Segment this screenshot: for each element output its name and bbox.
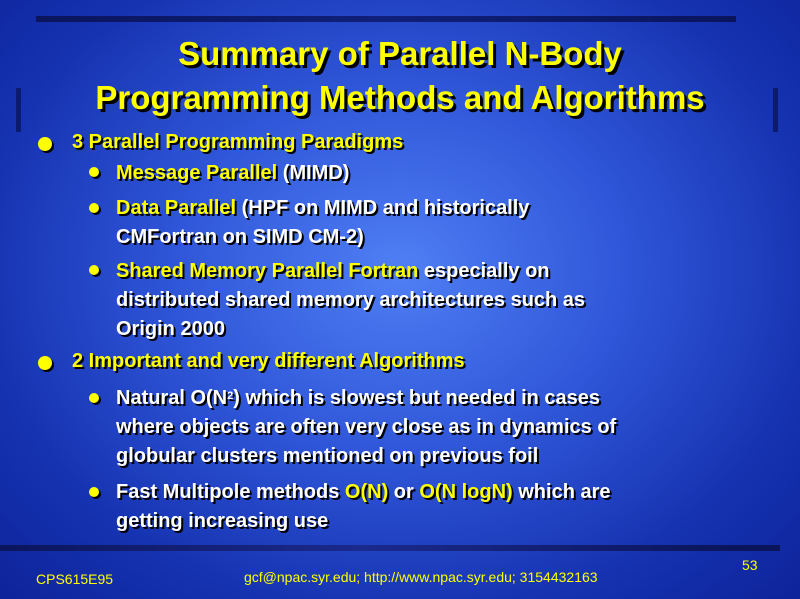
top-rule xyxy=(36,16,736,22)
item-highlight: Shared Memory Parallel Fortran xyxy=(116,260,419,282)
item-text: which are xyxy=(518,481,611,503)
sub-bullet-dot-icon xyxy=(89,167,99,177)
item-highlight: O(N logN) xyxy=(419,481,513,503)
section1-heading: 3 Parallel Programming Paradigms xyxy=(72,131,404,153)
sub-bullet-dot-icon xyxy=(89,203,99,213)
page-number: 53 xyxy=(742,557,758,573)
title-line-1: Summary of Parallel N-Body xyxy=(178,35,622,72)
bullet-dot-icon xyxy=(38,137,52,151)
slide-title xyxy=(0,32,800,120)
bottom-rule-end xyxy=(728,545,780,551)
item-text: (MIMD) xyxy=(282,162,350,184)
item-highlight: O(N) xyxy=(344,481,389,503)
section1-item-1 xyxy=(116,161,349,185)
section1-item-2 xyxy=(116,196,529,220)
item-text: Natural O(N xyxy=(116,387,228,409)
bullet-dot-icon xyxy=(38,356,52,370)
section2-item-1 xyxy=(116,386,600,410)
item-highlight: Data Parallel xyxy=(116,197,237,219)
section2-item-2 xyxy=(116,480,611,504)
section1-item-3-cont2: Origin 2000 xyxy=(116,318,225,340)
bottom-rule xyxy=(0,545,728,551)
section1-item-2-cont: CMFortran on SIMD CM-2) xyxy=(116,226,364,248)
section1-item-3 xyxy=(116,259,550,283)
section1-item-3-cont: distributed shared memory architectures such as xyxy=(116,289,586,311)
item-text: ) which is slowest but needed in cases xyxy=(233,387,601,409)
title-line-2: Programming Methods and Algorithms xyxy=(95,79,705,116)
section2-item-1-cont: where objects are often very close as in dynamics of xyxy=(116,416,617,438)
section2-item-1-cont2: globular clusters mentioned on previous foil xyxy=(116,445,539,467)
footer-contact: gcf@npac.syr.edu; http://www.npac.syr.edu; 3154432163 xyxy=(244,569,598,585)
item-text: or xyxy=(393,481,414,503)
section2-heading: 2 Important and very different Algorithms xyxy=(72,350,465,372)
section2-item-2-cont: getting increasing use xyxy=(116,510,329,532)
sub-bullet-dot-icon xyxy=(89,487,99,497)
item-text: (HPF on MIMD and historically xyxy=(241,197,530,219)
item-text: Fast Multipole methods xyxy=(116,481,340,503)
sub-bullet-dot-icon xyxy=(89,393,99,403)
item-text: especially on xyxy=(423,260,550,282)
sub-bullet-dot-icon xyxy=(89,265,99,275)
superscript: 2 xyxy=(227,390,234,402)
footer-course: CPS615E95 xyxy=(36,571,114,587)
item-highlight: Message Parallel xyxy=(116,162,278,184)
